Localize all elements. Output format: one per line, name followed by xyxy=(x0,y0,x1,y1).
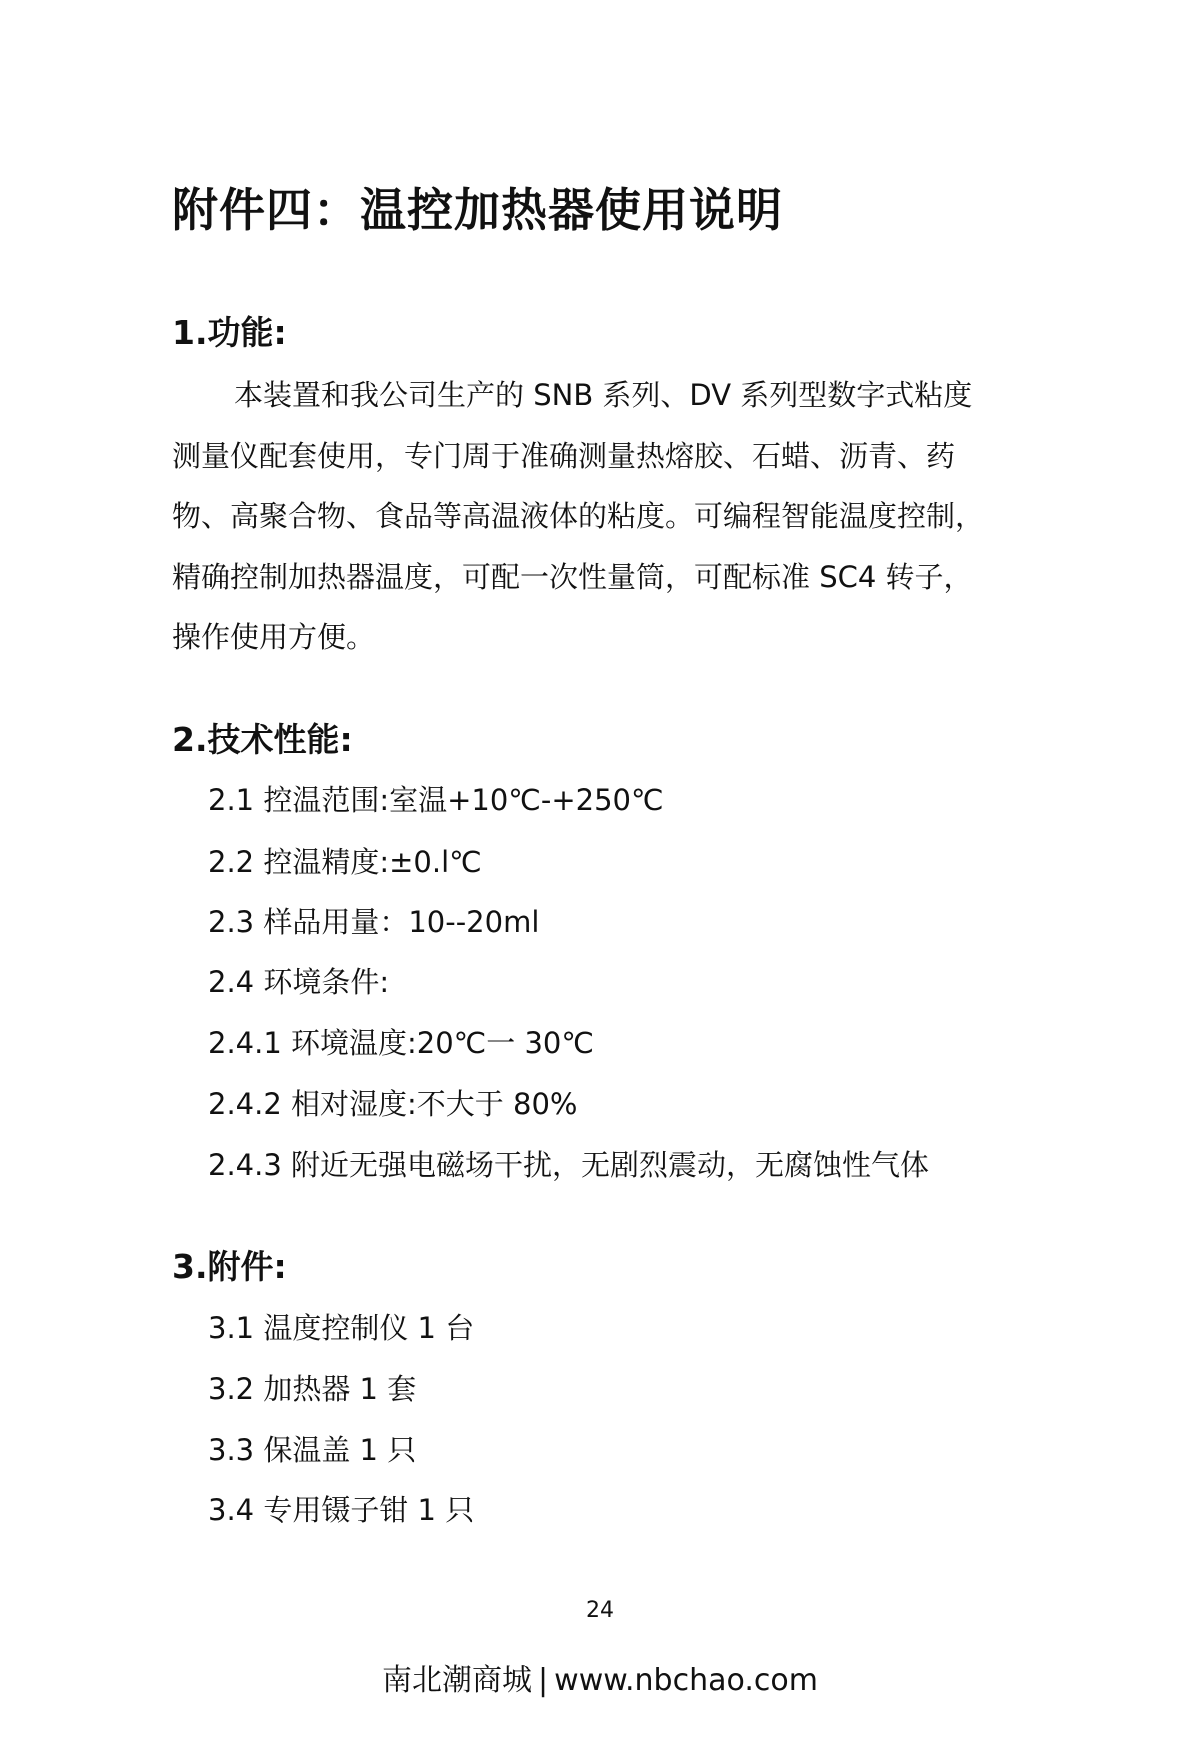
paragraph-line: 操作使用方便。 xyxy=(172,620,376,654)
accessory-item: 3.4 专用镊子钳 1 只 xyxy=(208,1493,475,1527)
footer-site-name: 南北潮商城 xyxy=(382,1663,533,1698)
spec-item: 2.4.1 环境温度:20℃一 30℃ xyxy=(208,1026,594,1060)
document-title: 附件四：温控加热器使用说明 xyxy=(172,183,783,237)
paragraph-line: 物、高聚合物、食品等高温液体的粘度。可编程智能温度控制， xyxy=(172,499,985,533)
accessory-item: 3.3 保温盖 1 只 xyxy=(208,1433,417,1467)
footer-url: www.nbchao.com xyxy=(554,1663,818,1698)
section-heading-function: 1.功能: xyxy=(172,313,287,352)
spec-item: 2.4.3 附近无强电磁场干扰，无剧烈震动，无腐蚀性气体 xyxy=(208,1148,930,1182)
accessory-item: 3.2 加热器 1 套 xyxy=(208,1372,417,1406)
spec-item: 2.4 环境条件: xyxy=(208,965,390,999)
accessory-item: 3.1 温度控制仪 1 台 xyxy=(208,1311,475,1345)
footer-watermark xyxy=(0,1660,1200,1702)
function-paragraph xyxy=(172,365,1042,668)
page-number: 24 xyxy=(586,1598,614,1623)
spec-item: 2.4.2 相对湿度:不大于 80% xyxy=(208,1087,578,1121)
paragraph-line: 精确控制加热器温度，可配一次性量筒，可配标准 SC4 转子， xyxy=(172,559,973,594)
paragraph-line: 本装置和我公司生产的 SNB 系列、DV 系列型数字式粘度 xyxy=(234,378,973,412)
footer-separator: | xyxy=(538,1663,549,1698)
section-heading-specs: 2.技术性能: xyxy=(172,720,353,759)
paragraph-line: 测量仪配套使用，专门周于准确测量热熔胶、石蜡、沥青、药 xyxy=(172,438,956,473)
section-heading-accessories: 3.附件: xyxy=(172,1247,287,1286)
spec-item: 2.3 样品用量：10--20ml xyxy=(208,905,540,939)
spec-item: 2.2 控温精度:±0.l℃ xyxy=(208,845,482,879)
spec-item: 2.1 控温范围:室温+10℃-+250℃ xyxy=(208,783,664,817)
